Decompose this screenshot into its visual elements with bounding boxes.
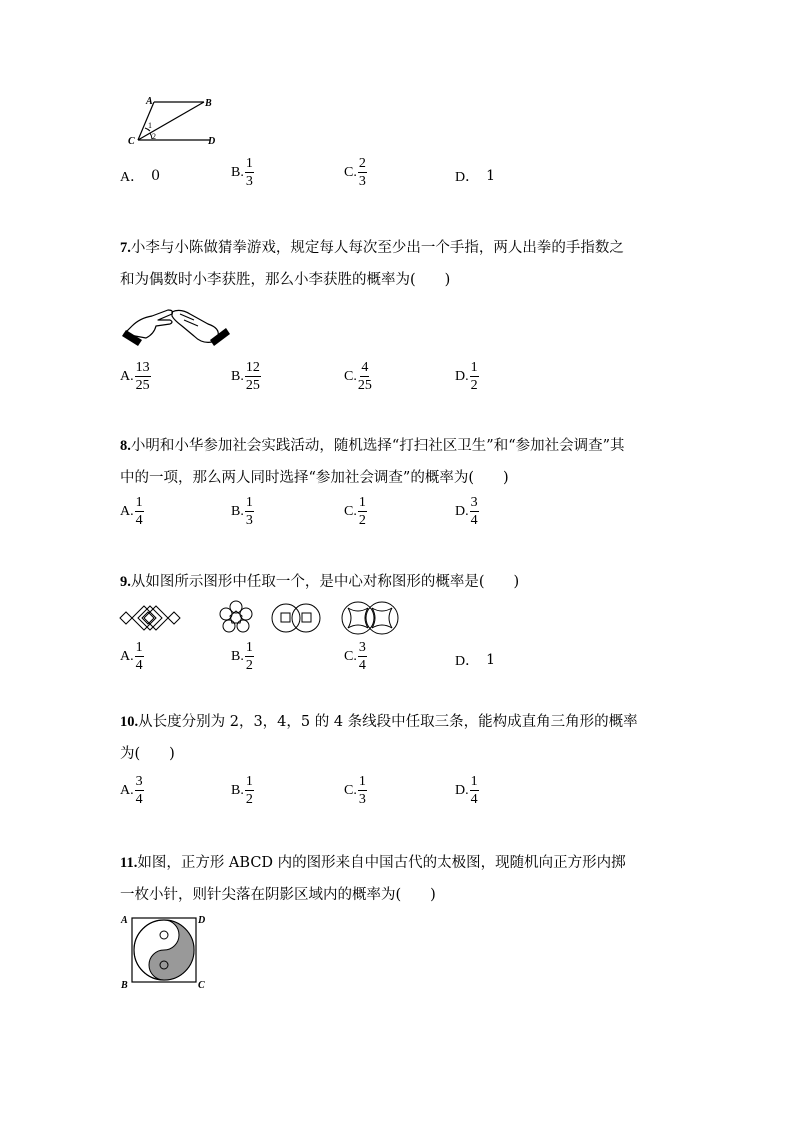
q8-number: 8. — [120, 438, 131, 454]
q9-option-d-label: D． — [455, 654, 480, 669]
fig6-angle1: 1 — [148, 121, 152, 130]
q8-option-d[interactable] — [455, 496, 479, 528]
q8-option-a-label: A. — [120, 504, 134, 519]
q8-line1: 8.小明和小华参加社会实践活动，随机选择“打扫社区卫生”和“参加社会调查”其 — [120, 438, 625, 454]
q10-option-a-label: A. — [120, 783, 134, 798]
fig6-label-c: C — [128, 136, 135, 147]
q6-option-d-label: D． — [455, 170, 480, 185]
q7-hands-figure — [118, 302, 234, 352]
q9-figures — [118, 598, 408, 638]
q6-option-a-value: 0 — [151, 168, 161, 184]
q9-stem — [120, 566, 680, 598]
q10-option-a[interactable] — [120, 775, 144, 807]
q9-option-b-fraction: $\frac{1}{2}$ — [245, 640, 253, 673]
q7-option-c[interactable] — [344, 361, 372, 393]
q9-option-a[interactable] — [120, 641, 144, 673]
q11-label-c: C — [198, 980, 205, 991]
q7-option-a[interactable] — [120, 361, 151, 393]
q9-option-c[interactable] — [344, 641, 367, 673]
q8-option-a-fraction: $\frac{1}{4}$ — [135, 495, 143, 528]
q6-option-c-label: C. — [344, 165, 357, 180]
q11-label-d: D — [198, 915, 206, 926]
q10-line1: 10.从长度分别为 2，3，4，5 的 4 条线段中任取三条，能构成直角三角形的概率 — [120, 714, 638, 730]
q8-option-a[interactable] — [120, 496, 144, 528]
fig6-angle2: 2 — [152, 132, 156, 141]
q11-taiji-figure — [118, 912, 213, 992]
q9-number: 9. — [120, 574, 131, 590]
q8-stem — [120, 430, 680, 494]
q9-option-c-fraction: $\frac{3}{4}$ — [358, 640, 366, 673]
q9-option-a-label: A. — [120, 649, 134, 664]
q10-option-d[interactable] — [455, 775, 479, 807]
q6-option-d-value: 1 — [486, 168, 496, 184]
q7-option-c-label: C. — [344, 369, 357, 384]
q11-line2: 一枚小针，则针尖落在阴影区域内的概率为( ) — [120, 887, 436, 903]
q7-option-b-label: B. — [231, 369, 244, 384]
q9-option-c-label: C. — [344, 649, 357, 664]
q10-option-d-fraction: $\frac{1}{4}$ — [470, 774, 478, 807]
q6-option-a[interactable] — [120, 166, 160, 186]
q8-option-c-label: C. — [344, 504, 357, 519]
q9-option-d[interactable] — [455, 650, 495, 670]
q10-number: 10. — [120, 714, 139, 730]
q7-option-b-fraction: $\frac{12}{25}$ — [245, 360, 260, 393]
q10-option-b-fraction: $\frac{1}{2}$ — [245, 774, 253, 807]
q6-option-d[interactable] — [455, 166, 495, 186]
q10-option-d-label: D. — [455, 783, 469, 798]
fig6-label-b: B — [205, 98, 212, 109]
q11-stem — [120, 847, 680, 911]
q8-option-d-fraction: $\frac{3}{4}$ — [470, 495, 478, 528]
q6-option-b-label: B. — [231, 165, 244, 180]
q7-option-a-fraction: $\frac{13}{25}$ — [135, 360, 150, 393]
q7-line1: 7.小李与小陈做猜拳游戏，规定每人每次至少出一个手指，两人出拳的手指数之 — [120, 240, 624, 256]
q8-option-c-fraction: $\frac{1}{2}$ — [358, 495, 366, 528]
q7-option-d-label: D. — [455, 369, 469, 384]
q11-number: 11. — [120, 855, 138, 871]
q6-option-c[interactable] — [344, 157, 367, 189]
q6-option-b[interactable] — [231, 157, 254, 189]
q10-option-b[interactable] — [231, 775, 254, 807]
q6-option-c-fraction: $\frac{2}{3}$ — [358, 156, 366, 189]
q10-line2: 为( ) — [120, 746, 175, 762]
q7-number: 7. — [120, 240, 131, 256]
q10-option-b-label: B. — [231, 783, 244, 798]
q8-option-d-label: D. — [455, 504, 469, 519]
q7-option-b[interactable] — [231, 361, 261, 393]
q8-option-b[interactable] — [231, 496, 254, 528]
q10-option-c-fraction: $\frac{1}{3}$ — [358, 774, 366, 807]
q10-option-c-label: C. — [344, 783, 357, 798]
q7-option-d[interactable] — [455, 361, 479, 393]
q11-label-a: A — [121, 915, 128, 926]
fig6-label-a: A — [146, 96, 153, 107]
q10-option-c[interactable] — [344, 775, 367, 807]
q11-line1: 11.如图，正方形 ABCD 内的图形来自中国古代的太极图，现随机向正方形内掷 — [120, 855, 626, 871]
fig6-label-d: D — [208, 136, 216, 147]
q10-stem — [120, 706, 680, 770]
q7-stem — [120, 232, 680, 296]
q8-option-c[interactable] — [344, 496, 367, 528]
q7-line2: 和为偶数时小李获胜，那么小李获胜的概率为( ) — [120, 272, 451, 288]
q9-option-b-label: B. — [231, 649, 244, 664]
q9-option-b[interactable] — [231, 641, 254, 673]
q8-option-b-fraction: $\frac{1}{3}$ — [245, 495, 253, 528]
q11-label-b: B — [121, 980, 128, 991]
q8-line2: 中的一项，那么两人同时选择“参加社会调查”的概率为( ) — [120, 470, 509, 486]
q9-line1: 9.从如图所示图形中任取一个，是中心对称图形的概率是( ) — [120, 574, 520, 590]
q8-option-b-label: B. — [231, 504, 244, 519]
q10-option-a-fraction: $\frac{3}{4}$ — [135, 774, 143, 807]
q6-figure — [112, 92, 222, 148]
q9-option-d-value: 1 — [486, 652, 496, 668]
q9-option-a-fraction: $\frac{1}{4}$ — [135, 640, 143, 673]
q7-option-c-fraction: $\frac{4}{25}$ — [357, 360, 372, 393]
q7-option-d-fraction: $\frac{1}{2}$ — [470, 360, 478, 393]
q7-option-a-label: A. — [120, 369, 134, 384]
q6-option-b-fraction: $\frac{1}{3}$ — [245, 156, 253, 189]
q6-option-a-label: A． — [120, 170, 145, 185]
